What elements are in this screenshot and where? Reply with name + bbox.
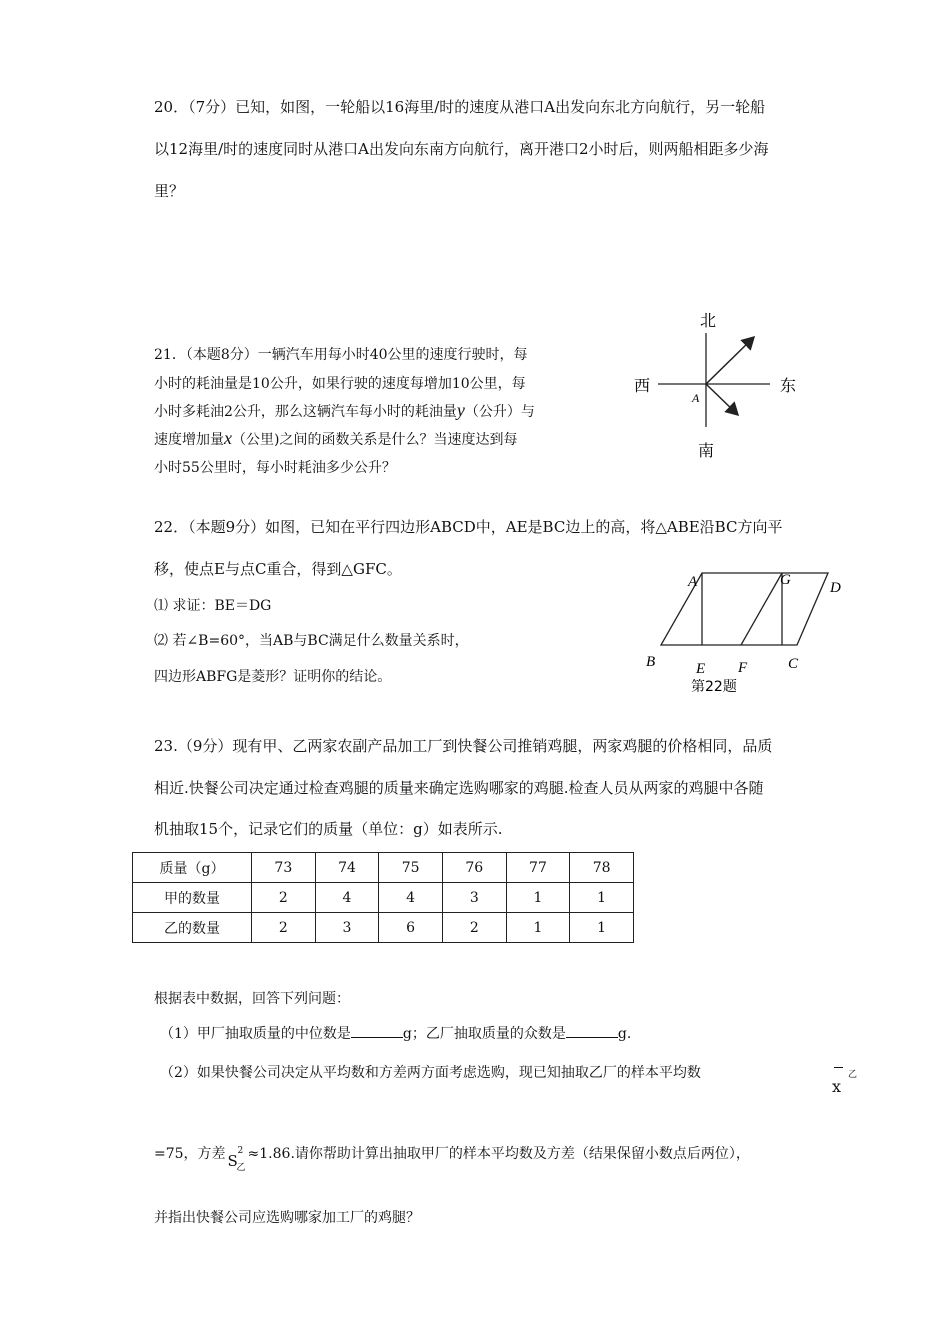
label-b: B bbox=[646, 654, 656, 670]
q22-line-2: 移，使点E与点C重合，得到△GFC。 bbox=[154, 560, 402, 578]
q22-line-1: 22．（本题9分）如图，已知在平行四边形ABCD中，AE是BC边上的高，将△ABE沿BC方向平 bbox=[154, 518, 783, 536]
q23-line-2: 相近.快餐公司决定通过检查鸡腿的质量来确定选购哪家的鸡腿.检查人员从两家的鸡腿中各随 bbox=[154, 779, 764, 797]
compass-north: 北 bbox=[700, 311, 717, 330]
q23-sub-1b: g；乙厂抽取质量的众数是 bbox=[402, 1026, 566, 1042]
table-header-cell: 76 bbox=[442, 853, 506, 883]
q23-intro: 根据表中数据，回答下列问题： bbox=[154, 991, 350, 1007]
mass-table bbox=[132, 852, 634, 943]
variance-superscript: 2 bbox=[237, 1146, 244, 1156]
parallelogram-abcd bbox=[661, 573, 828, 645]
southeast-arrow bbox=[706, 384, 738, 415]
q21-line-3a: 小时多耗油2公升，那么这辆汽车每小时的耗油量 bbox=[154, 404, 457, 420]
variance-s: S bbox=[227, 1152, 238, 1170]
label-e: E bbox=[696, 661, 706, 677]
label-c: C bbox=[788, 656, 799, 672]
q23-sub-1c: g. bbox=[617, 1026, 632, 1042]
compass-origin: A bbox=[692, 391, 700, 405]
q23-sub-1a: （1）甲厂抽取质量的中位数是 bbox=[160, 1026, 351, 1042]
table-header-cell: 78 bbox=[570, 853, 634, 883]
compass-east: 东 bbox=[780, 376, 797, 395]
table-cell: 4 bbox=[315, 883, 379, 913]
table-cell: 2 bbox=[252, 913, 316, 943]
q23-cont-b: ≈1.86.请你帮助计算出抽取甲厂的样本平均数及方差（结果保留小数点后两位）， bbox=[247, 1146, 750, 1162]
table-cell: 1 bbox=[570, 913, 634, 943]
table-cell: 2 bbox=[442, 913, 506, 943]
table-cell: 1 bbox=[506, 913, 570, 943]
var-x: x bbox=[224, 428, 232, 448]
label-d: D bbox=[830, 580, 841, 596]
q21-line-4 bbox=[154, 428, 517, 449]
table-cell: 6 bbox=[379, 913, 443, 943]
q23-last-line: 并指出快餐公司应选购哪家加工厂的鸡腿？ bbox=[154, 1210, 420, 1226]
q23-line-3: 机抽取15个，记录它们的质量（单位：g）如表所示. bbox=[154, 820, 503, 838]
northeast-arrow bbox=[706, 337, 754, 384]
table-cell: 乙的数量 bbox=[133, 913, 252, 943]
xbar-x: x bbox=[832, 1077, 842, 1096]
table-header-cell: 77 bbox=[506, 853, 570, 883]
q20-line-1: 20．（7分）已知，如图，一轮船以16海里/时的速度从港口A出发向东北方向航行，另一轮船 bbox=[154, 98, 766, 116]
table-header-row bbox=[133, 853, 634, 883]
q21-line-4a: 速度增加量 bbox=[154, 432, 224, 448]
parallelogram-figure bbox=[640, 565, 860, 700]
table-header-cell: 质量（g） bbox=[133, 853, 252, 883]
q23-sub-2: （2）如果快餐公司决定从平均数和方差两方面考虑选购，现已知抽取乙厂的样本平均数 bbox=[160, 1065, 701, 1081]
q20-line-3: 里？ bbox=[154, 182, 185, 200]
table-cell: 2 bbox=[252, 883, 316, 913]
label-a: A bbox=[688, 574, 698, 590]
variance-subscript: 乙 bbox=[236, 1163, 246, 1173]
q22-part-2b: 四边形ABFG是菱形？证明你的结论。 bbox=[154, 669, 392, 685]
table-cell: 3 bbox=[442, 883, 506, 913]
q21-line-2: 小时的耗油量是10公升，如果行驶的速度每增加10公里，每 bbox=[154, 376, 526, 392]
compass-west: 西 bbox=[634, 376, 651, 395]
q21-line-4b: （公里)之间的函数关系是什么？当速度达到每 bbox=[232, 432, 518, 448]
table-cell: 1 bbox=[570, 883, 634, 913]
figure-caption: 第22题 bbox=[691, 679, 737, 695]
q21-line-1: 21．（本题8分）一辆汽车用每小时40公里的速度行驶时，每 bbox=[154, 347, 528, 363]
q23-line-1: 23.（9分）现有甲、乙两家农副产品加工厂到快餐公司推销鸡腿，两家鸡腿的价格相同，品质 bbox=[154, 737, 773, 755]
table-header-cell: 74 bbox=[315, 853, 379, 883]
table-header-cell: 75 bbox=[379, 853, 443, 883]
table-cell: 甲的数量 bbox=[133, 883, 252, 913]
xbar-subscript: 乙 bbox=[848, 1070, 858, 1080]
xbar-symbol bbox=[832, 1060, 862, 1100]
table-cell: 3 bbox=[315, 913, 379, 943]
q21-line-3b: （公升）与 bbox=[464, 404, 535, 420]
table-row bbox=[133, 913, 634, 943]
label-g: G bbox=[780, 572, 791, 588]
variance-symbol bbox=[226, 1146, 248, 1173]
answer-blank-mode[interactable] bbox=[566, 1023, 618, 1038]
table-row bbox=[133, 883, 634, 913]
q20-line-2: 以12海里/时的速度同时从港口A出发向东南方向航行，离开港口2小时后，则两船相距多少海 bbox=[154, 140, 769, 158]
table-cell: 4 bbox=[379, 883, 443, 913]
table-header-cell: 73 bbox=[252, 853, 316, 883]
table-cell: 1 bbox=[506, 883, 570, 913]
compass-south: 南 bbox=[698, 441, 715, 460]
label-f: F bbox=[738, 660, 748, 676]
q23-cont-a: =75，方差 bbox=[154, 1146, 226, 1162]
q23-sub-1 bbox=[160, 1023, 631, 1043]
xbar-overline bbox=[834, 1067, 843, 1068]
var-y: y bbox=[456, 400, 465, 420]
q21-line-5: 小时55公里时，每小时耗油多少公升？ bbox=[154, 460, 396, 476]
compass-figure bbox=[630, 305, 810, 465]
q22-part-2: ⑵ 若∠B=60°，当AB与BC满足什么数量关系时， bbox=[154, 633, 469, 649]
q23-continuation bbox=[154, 1143, 750, 1173]
q21-line-3 bbox=[154, 400, 535, 421]
answer-blank-median[interactable] bbox=[351, 1023, 403, 1038]
q22-part-1: ⑴ 求证：BE＝DG bbox=[154, 598, 272, 614]
segment-gf bbox=[741, 573, 782, 645]
